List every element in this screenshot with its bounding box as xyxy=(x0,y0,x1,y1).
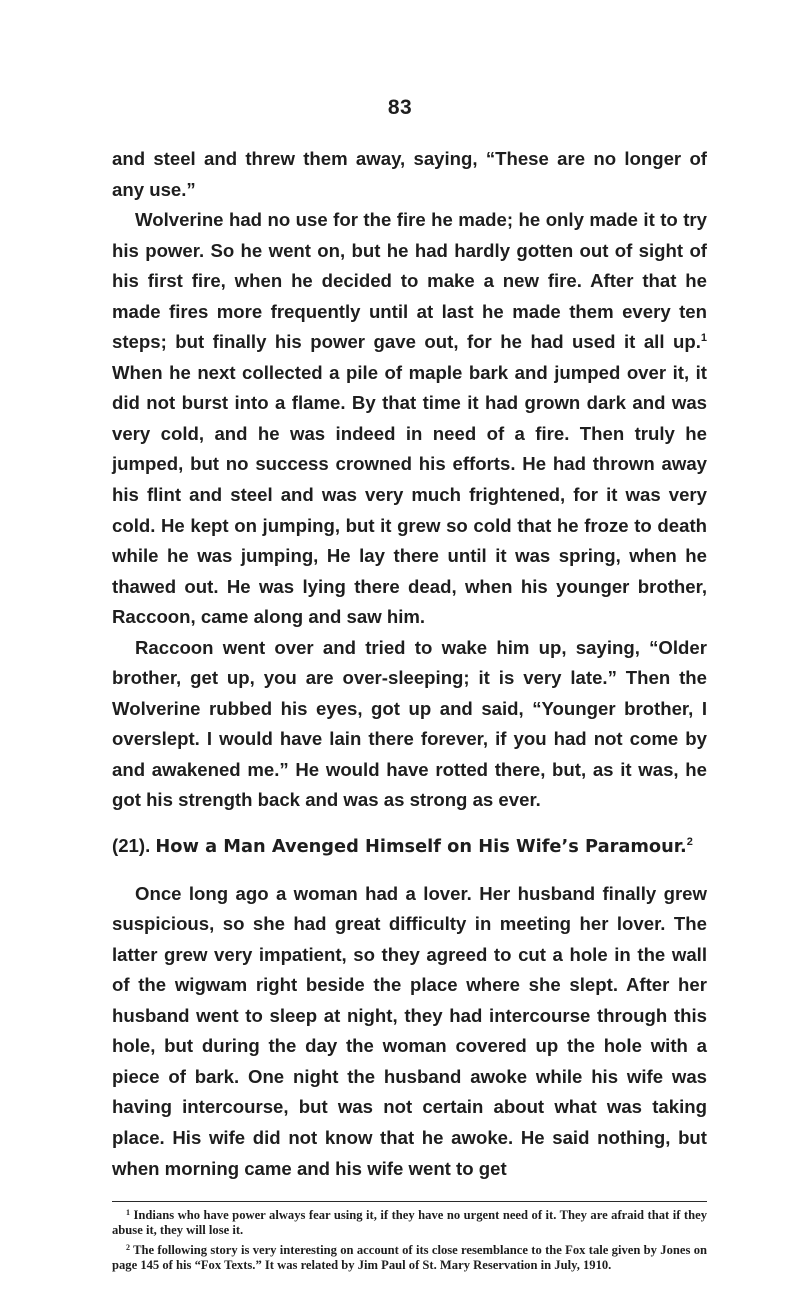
footnote-2 xyxy=(112,1243,707,1273)
section-title: How a Man Avenged Himself on His Wife’s Paramour. xyxy=(155,836,687,858)
paragraph-continuation: and steel and threw them away, saying, “These are no longer of any use.” xyxy=(112,148,707,200)
section-number: (21). xyxy=(112,835,151,857)
paragraph-raccoon: Raccoon went over and tried to wake him up, saying, “Older brother, get up, you are over-sleeping; it is very late.” Then the Wolverine rubbed his eyes, got up and said, “Younger brother, I overslept. I would have lain there forever, if you had not come by and awakened me.” He would have rotted there, but, as it was, he got his strength back and was as strong as ever. xyxy=(112,636,707,811)
paragraph-text-continued: When he next collected a pile of maple bark and jumped over it, it did not burst into a flame. By that time it had grown dark and was very cold, and he was indeed in need of a fire. Then truly he jumped, but no success crowned his efforts. He had thrown away his flint and steel and was very much frightened, for it was very cold. He kept on jumping, but it grew so cold that he froze to death while he was jumping, He lay there until it was spring, when he thawed out. He was lying there dead, when his younger brother, Raccoon, came along and saw him. xyxy=(112,361,707,628)
body-text xyxy=(112,144,707,1184)
page-number: 83 xyxy=(387,96,413,119)
footnote-1 xyxy=(112,1208,707,1238)
footnote-divider xyxy=(112,1201,707,1202)
footnote-marker: 2 xyxy=(126,1243,130,1252)
footnote-text: Indians who have power always fear using it, if they have no urgent need of it. They are afraid that if they abuse it, they will lose it. xyxy=(112,1208,707,1237)
paragraph-text: Wolverine had no use for the fire he made; he only made it to try his power. So he went on, but he had hardly gotten out of sight of his first fire, when he decided to make a new fire. After that he made fires more frequently until at last he made them every ten steps; but finally his power gave out, for he had used it all up. xyxy=(112,209,707,353)
footnote-marker: 1 xyxy=(126,1208,130,1217)
footnote-reference: 2 xyxy=(686,836,693,849)
footnote-reference: 1 xyxy=(700,332,707,345)
paragraph-story-opening: Once long ago a woman had a lover. Her husband finally grew suspicious, so she had great difficulty in meeting her lover. The latter grew very impatient, so they agreed to cut a hole in the wall of the wigwam right beside the place where she slept. After her husband went to sleep at night, they had intercourse through this hole, but during the day the woman covered up the hole with a piece of bark. One night the husband awoke while his wife was having intercourse, but was not certain about what was taking place. His wife did not know that he awoke. He said nothing, but when morning came and his wife went to get xyxy=(112,882,707,1179)
footnote-text: The following story is very interesting on account of its close resemblance to the Fox tale given by Jones on page 145 of his “Fox Texts.” It was related by Jim Paul of St. Mary Reservation in July, 1910. xyxy=(112,1243,707,1272)
paragraph-wolverine-fires xyxy=(112,205,707,633)
footnotes xyxy=(112,1208,707,1273)
section-heading xyxy=(112,831,707,863)
